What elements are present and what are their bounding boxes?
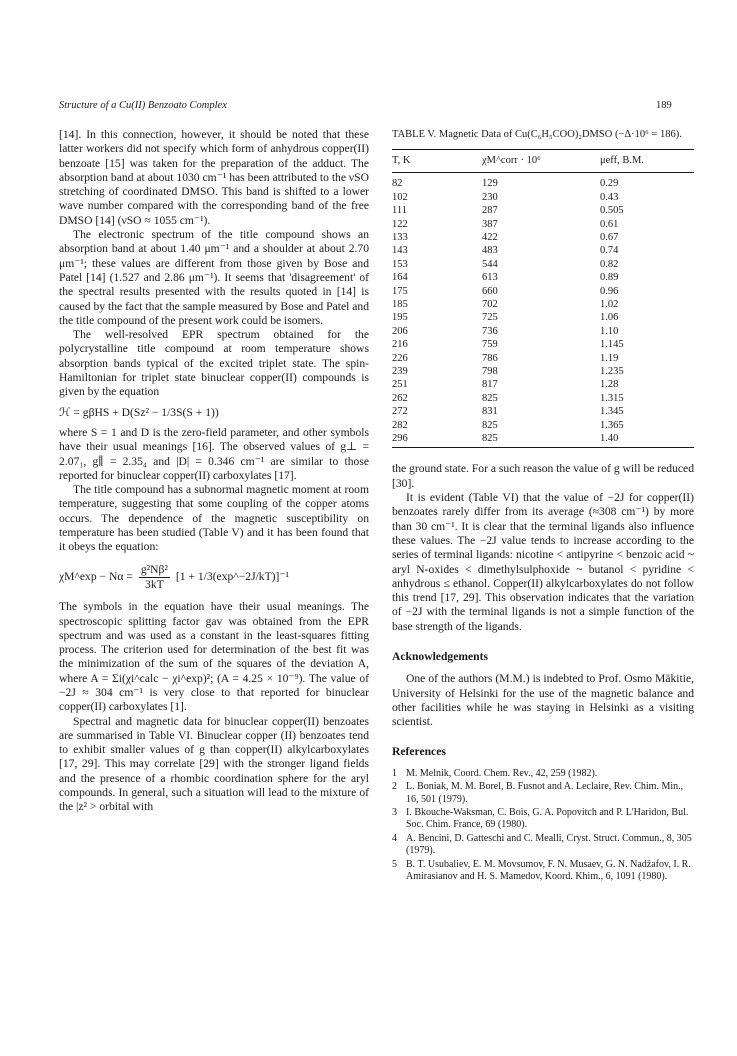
table-row — [392, 285, 694, 298]
table-cell: 122 — [392, 218, 408, 230]
reference-text: A. Bencini, D. Gatteschi and C. Mealli, Cryst. Struct. Commun., 8, 305 (1979). — [406, 832, 692, 857]
right-body — [392, 462, 694, 883]
reference-item — [392, 781, 694, 806]
table-cell: 216 — [392, 339, 408, 351]
table-row — [392, 311, 694, 324]
reference-text: B. T. Usubaliev, E. M. Movsumov, F. N. Musaev, G. N. Nadžafov, I. R. Amirasianov and H. S. Mamedov, Koord. Khim., 6, 1091 (1980). — [406, 858, 691, 883]
table-cell: 1.235 — [600, 365, 624, 377]
equation-left: χM^exp − Nα = — [59, 570, 133, 584]
table-row — [392, 405, 694, 418]
magnetic-data-table — [392, 149, 694, 448]
table-cell: 422 — [482, 231, 498, 243]
table-cell: 287 — [482, 205, 498, 217]
table-row — [392, 338, 694, 351]
equation-right: [1 + 1/3(exp^−2J/kT)]⁻¹ — [175, 570, 290, 584]
paragraph: The symbols in the equation have their usual meanings. The spectroscopic splitting factor gav was obtained from the EPR spectrum and was used as a constant in the least-squares fitting process. The criterion used for determination of the best fit was the minimization of the sum of the squares of the deviation A, where A = Σi(χi^calc − χi^exp)²; (A = 4.25 × 10⁻⁹). The value of −2J ≈ 304 cm⁻¹ is very close to that reported for binuclear copper(II) carboxylates [1]. — [59, 600, 369, 714]
reference-text: M. Melník, Coord. Chem. Rev., 42, 259 (1982). — [406, 767, 598, 779]
reference-number: 4 — [392, 832, 397, 844]
table-cell: 164 — [392, 272, 408, 284]
table-cell: 0.89 — [600, 272, 619, 284]
table-cell: 111 — [392, 205, 407, 217]
table-caption: TABLE V. Magnetic Data of Cu(C₆H₅COO)₂DMSO (−Δ·10⁶ = 186). — [392, 129, 682, 140]
paragraph: The well-resolved EPR spectrum obtained for the polycrystalline title compound at room temperature shows absorption bands typical of the excited triplet state. The spin-Hamiltonian for triplet state binuclear copper(II) compounds is given by the equation — [59, 328, 369, 399]
table-cell: 153 — [392, 258, 408, 270]
acknowledgements-heading: Acknowledgements — [392, 649, 488, 663]
running-head: Structure of a Cu(II) Benzoato Complex — [59, 100, 227, 111]
acknowledgements-text: One of the authors (M.M.) is indebted to Prof. Osmo Mäkitie, University of Helsinki for the use of the magnetic balance and other facilities while he was staying in Helsinki as a visiting scientist. — [392, 672, 694, 729]
reference-text: L. Boniak, M. M. Borel, B. Fusnot and A. Leclaire, Rev. Chim. Min., 16, 501 (1979). — [406, 781, 684, 805]
reference-item — [392, 768, 694, 780]
equation-fraction — [139, 563, 170, 593]
table-row — [392, 258, 694, 271]
table-row — [392, 432, 694, 448]
table-cell: 102 — [392, 191, 408, 203]
spin-hamiltonian-equation: ℋ = gβHS + D(Sz² − 1/3S(S + 1)) — [59, 405, 219, 419]
table-cell: 195 — [392, 312, 408, 324]
table-cell: 0.29 — [600, 178, 619, 190]
reference-text: I. Bkouche-Waksman, C. Bois, G. A. Popovitch and P. L'Haridon, Bul. Soc. Chim. France, 69 (1980). — [406, 806, 689, 831]
table-row — [392, 271, 694, 284]
right-column — [392, 128, 694, 884]
table-cell: 1.28 — [600, 379, 619, 391]
table-row — [392, 352, 694, 365]
table-cell: 725 — [482, 312, 498, 324]
table-cell: 1.145 — [600, 339, 624, 351]
table-row — [392, 244, 694, 257]
table-cell: 185 — [392, 298, 408, 310]
table-cell: 251 — [392, 379, 408, 391]
table-cell: 206 — [392, 325, 408, 337]
table-cell: 0.61 — [600, 218, 619, 230]
reference-item — [392, 859, 694, 884]
table-cell: 387 — [482, 218, 498, 230]
table-cell: 831 — [482, 406, 498, 418]
table-header-row — [392, 150, 694, 173]
paragraph: It is evident (Table VI) that the value of −2J for copper(II) benzoates rarely differ from its average (≈308 cm⁻¹) by more than 30 cm⁻¹. It is clear that the terminal ligands also influence these values. The −2J value tends to increase according to the series of terminal ligands: nicotine < antipyrine < benzoic acid ~ aryl N-oxides < dimethylsulphoxide ~ butanol < pyridine < anhydrous ≤ ethanol. Copper(II) alkylcarboxylates do not follow this trend [17, 29]. This observation indicates that the variation of −2J with the terminal ligands is not a simple function of the base strength of the ligands. — [392, 491, 694, 633]
table-cell: 133 — [392, 231, 408, 243]
reference-number: 5 — [392, 858, 397, 870]
table-cell: 262 — [392, 392, 408, 404]
page-number: 189 — [656, 100, 672, 111]
table-row — [392, 218, 694, 231]
table-cell: 296 — [392, 432, 482, 448]
table-cell: 825 — [482, 419, 498, 431]
table-cell: 1.10 — [600, 325, 619, 337]
table-row — [392, 325, 694, 338]
table-cell: 1.02 — [600, 298, 619, 310]
table-row — [392, 392, 694, 405]
table-cell: 798 — [482, 365, 498, 377]
fraction-denominator: 3kT — [145, 577, 164, 591]
table-cell: 825 — [482, 432, 600, 448]
paragraph: the ground state. For a such reason the value of g will be reduced [30]. — [392, 462, 694, 490]
table-cell: 230 — [482, 191, 498, 203]
table-cell: 272 — [392, 406, 408, 418]
table-cell: 0.74 — [600, 245, 619, 257]
table-cell: 82 — [392, 178, 403, 190]
table-cell: 660 — [482, 285, 498, 297]
table-row — [392, 191, 694, 204]
table-cell: 129 — [482, 178, 498, 190]
references-heading: References — [392, 745, 446, 759]
column-header: T, K — [392, 150, 482, 173]
table-row — [392, 365, 694, 378]
table-cell: 175 — [392, 285, 408, 297]
reference-item — [392, 833, 694, 858]
reference-list — [392, 768, 694, 884]
table-row — [392, 204, 694, 217]
table-cell: 226 — [392, 352, 408, 364]
table-cell: 282 — [392, 419, 408, 431]
table-cell: 1.19 — [600, 352, 619, 364]
column-header: μeff, B.M. — [600, 150, 694, 173]
table-body — [392, 173, 694, 448]
table-cell: 1.06 — [600, 312, 619, 324]
table-row — [392, 231, 694, 244]
susceptibility-equation — [59, 563, 369, 593]
reference-number: 2 — [392, 781, 397, 793]
table-cell: 1.315 — [600, 392, 624, 404]
table-cell: 0.96 — [600, 285, 619, 297]
table-row — [392, 173, 694, 191]
table-cell: 0.67 — [600, 231, 619, 243]
table-cell: 1.40 — [600, 432, 694, 448]
fraction-numerator: g²Nβ² — [139, 563, 170, 578]
paragraph: The title compound has a subnormal magnetic moment at room temperature, suggesting that some coupling of the copper atoms occurs. The dependence of the magnetic susceptibility on temperature has been studied (Table V) and it has been found that it obeys the equation: — [59, 483, 369, 554]
reference-item — [392, 807, 694, 832]
table-cell: 0.43 — [600, 191, 619, 203]
table-cell: 544 — [482, 258, 498, 270]
table-cell: 239 — [392, 365, 408, 377]
table-cell: 702 — [482, 298, 498, 310]
table-cell: 1.345 — [600, 406, 624, 418]
paragraph: The electronic spectrum of the title compound shows an absorption band at about 1.40 μm⁻¹ and a shoulder at about 2.70 μm⁻¹; these values are different from those given by Bose and Patel [14] (1.527 and 2.86 μm⁻¹). It seems that 'disagreement' of the spectral results presented with the results quoted in [14] is caused by the fact that the sample measured by Bose and Patel and the title compound of the present work could be isomers. — [59, 228, 369, 327]
table-cell: 0.505 — [600, 205, 624, 217]
table-cell: 736 — [482, 325, 498, 337]
paragraph: where S = 1 and D is the zero-field parameter, and other symbols have their usual meanings [16]. The observed values of g⊥ = 2.07₁, g∥ = 2.35₄ and |D| = 0.346 cm⁻¹ are similar to those reported for binuclear copper(II) carboxylates [17]. — [59, 425, 369, 482]
column-header: χM^corr · 10⁶ — [482, 150, 600, 173]
table-row — [392, 298, 694, 311]
paragraph: [14]. In this connection, however, it should be noted that these latter workers did not specify which form of anhydrous copper(II) benzoate [15] was taken for the preparation of the adduct. The absorption band at about 1030 cm⁻¹ has been attributed to the νSO stretching of coordinated DMSO. This band is shifted to a lower wave number compared with the corresponding band of the free DMSO [14] (νSO ≈ 1055 cm⁻¹). — [59, 128, 369, 227]
table-cell: 817 — [482, 379, 498, 391]
table-cell: 1.365 — [600, 419, 624, 431]
table-cell: 143 — [392, 245, 408, 257]
table-cell: 786 — [482, 352, 498, 364]
table-cell: 759 — [482, 339, 498, 351]
paragraph: Spectral and magnetic data for binuclear copper(II) benzoates are summarised in Table VI. Binuclear copper (II) benzoates tend to exhibit smaller values of g than copper(II) alkylcarboxylates [17, 29]. This may correlate [29] with the stronger ligand fields and the presence of a rhombic coordination sphere for the aryl compounds. In general, such a situation will lead to the mixture of the |z² > orbital with — [59, 714, 369, 814]
reference-number: 3 — [392, 806, 397, 818]
table-cell: 825 — [482, 392, 498, 404]
table-cell: 0.82 — [600, 258, 619, 270]
table-cell: 483 — [482, 245, 498, 257]
table-row — [392, 419, 694, 432]
reference-number: 1 — [392, 767, 397, 779]
left-column — [59, 128, 369, 815]
table-cell: 613 — [482, 272, 498, 284]
table-row — [392, 378, 694, 391]
